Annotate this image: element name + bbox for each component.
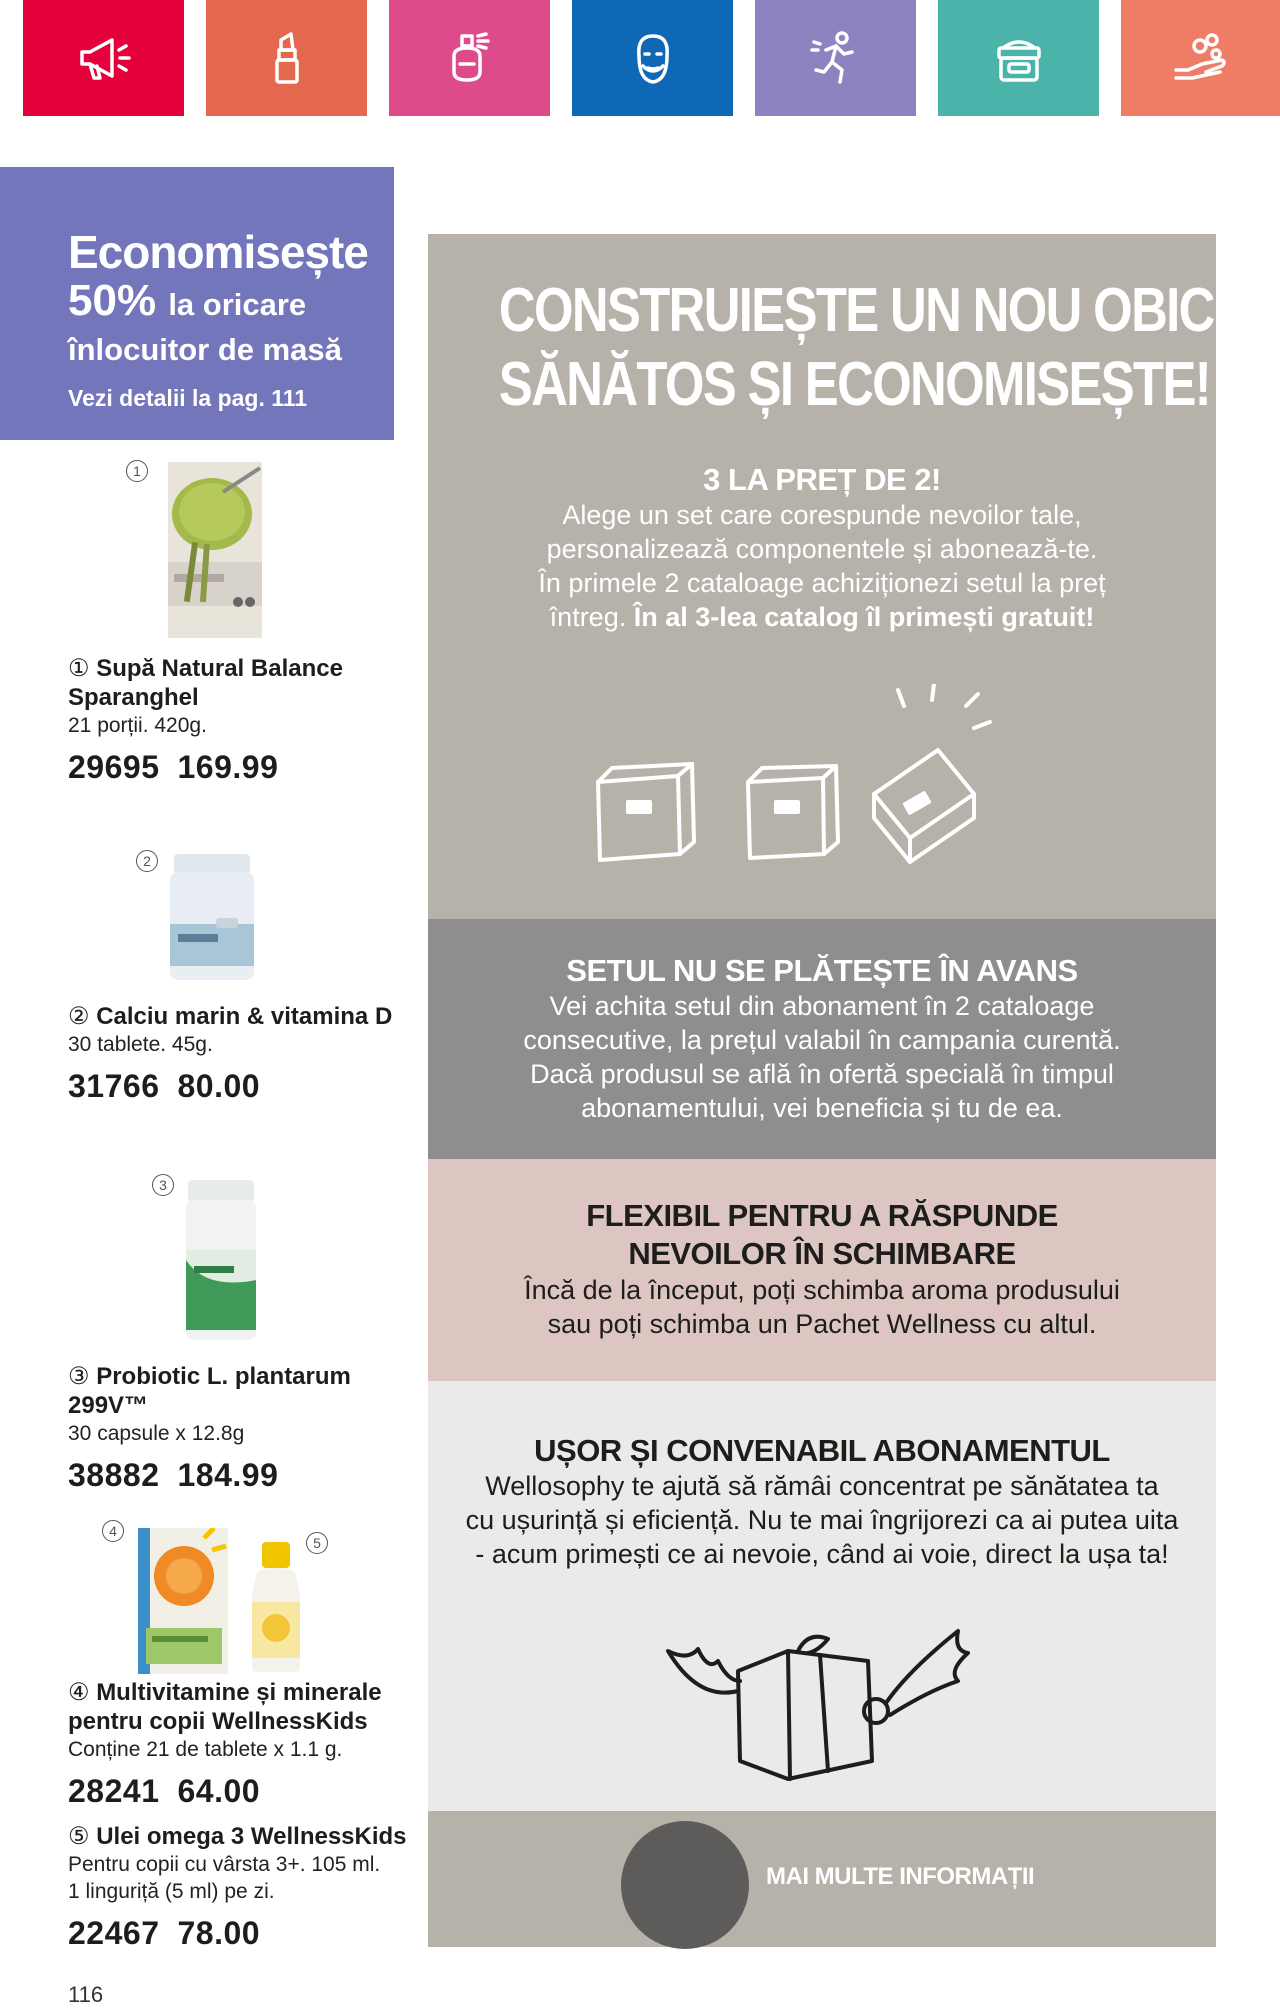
product-code: 38882: [68, 1457, 160, 1493]
product-code: 28241: [68, 1773, 160, 1809]
promo-title: Economisește: [68, 226, 368, 278]
body-line: Alege un set care corespunde nevoilor tale,: [562, 500, 1082, 530]
product-price-value: 169.99: [177, 749, 279, 785]
cream-jar-icon: [987, 26, 1051, 90]
product-price-value: 184.99: [177, 1457, 279, 1493]
body-line: cu ușurință și eficiență. Nu te mai îngrijorezi ca ai putea uita: [465, 1505, 1179, 1535]
product-price: [68, 1773, 418, 1810]
promo-percent: 50%: [68, 276, 157, 325]
promo-banner[interactable]: [0, 167, 394, 440]
tab-fragrance[interactable]: [389, 0, 550, 116]
three-for-two-title: 3 LA PREȚ DE 2!: [703, 462, 941, 497]
product-marker-5: 5: [306, 1532, 328, 1554]
product-image-probiotic[interactable]: [186, 1180, 256, 1340]
title-line: NEVOILOR ÎN SCHIMBARE: [628, 1236, 1016, 1271]
product-marker-4: 4: [102, 1520, 124, 1542]
product-description: 21 porții. 420g.: [68, 714, 207, 737]
body-line: [428, 600, 1216, 634]
easy-subscription-body: [428, 1469, 1216, 1571]
subscription-intro-panel: [428, 234, 1259, 919]
product-marker-glyph: ⑤: [68, 1823, 90, 1850]
body-line: personalizează componentele și abonează-te.: [546, 534, 1098, 564]
promo-subtitle: înlocuitor de masă: [68, 332, 342, 367]
page-number: 116: [68, 1982, 104, 2007]
body-line: - acum primești ce ai nevoie, când ai voie, direct la ușa ta!: [475, 1539, 1169, 1569]
headline-line-1: CONSTRUIEȘTE UN NOU OBICEI: [498, 276, 1259, 345]
promo-details-link[interactable]: Vezi detalii la pag. 111: [68, 385, 308, 411]
tab-makeup[interactable]: [206, 0, 367, 116]
headline-line-2: SĂNĂTOS ȘI ECONOMISEȘTE!: [498, 350, 1211, 419]
product-2: [68, 1002, 418, 1105]
product-marker-2: 2: [136, 850, 158, 872]
running-man-icon: [804, 26, 868, 90]
megaphone-icon: [72, 26, 136, 90]
product-name-text: Multivitamine și minerale pentru copii WellnessKids: [68, 1679, 382, 1735]
product-name[interactable]: [68, 1822, 418, 1851]
winged-box-icon: [658, 1611, 978, 1801]
product-description: Pentru copii cu vârsta 3+. 105 ml.: [68, 1853, 381, 1876]
product-marker-glyph: ④: [68, 1679, 90, 1706]
body-line: consecutive, la prețul valabil în campania curentă.: [523, 1025, 1121, 1055]
product-price: [68, 1457, 418, 1494]
product-image-calcium[interactable]: [170, 854, 254, 980]
product-description: 30 tablete. 45g.: [68, 1033, 213, 1056]
easy-subscription-panel: [428, 1381, 1216, 1811]
product-4: [68, 1678, 418, 1810]
category-tabs: [23, 0, 1280, 116]
tab-skincare[interactable]: [938, 0, 1099, 116]
three-for-two-body: [428, 498, 1216, 634]
body-line: Wellosophy te ajută să rămâi concentrat pe sănătatea ta: [485, 1471, 1159, 1501]
flexible-body: [428, 1273, 1216, 1341]
body-line: În primele 2 cataloage achiziționezi setul la preț: [538, 568, 1106, 598]
tab-announcements[interactable]: [23, 0, 184, 116]
product-name[interactable]: [68, 654, 418, 712]
product-marker-glyph: ②: [68, 1003, 90, 1030]
product-code: 31766: [68, 1068, 160, 1104]
product-description: Conține 21 de tablete x 1.1 g.: [68, 1738, 343, 1761]
product-marker-glyph: ①: [68, 655, 90, 682]
product-image-omega3[interactable]: [246, 1542, 306, 1672]
tab-men[interactable]: [572, 0, 733, 116]
promo-discount: [68, 277, 394, 329]
product-price-value: 80.00: [177, 1068, 261, 1104]
product-name-text: Probiotic L. plantarum 299V™: [68, 1363, 351, 1419]
product-name-text: Supă Natural Balance Sparanghel: [68, 655, 343, 711]
product-3: [68, 1362, 418, 1494]
body-line: Încă de la început, poți schimba aroma produsului: [524, 1275, 1120, 1305]
body-line-emphasis: În al 3-lea catalog îl primești gratuit!: [633, 602, 1095, 632]
product-price: [68, 1915, 418, 1952]
man-face-icon: [621, 26, 685, 90]
more-info-label[interactable]: MAI MULTE INFORMAȚII: [766, 1863, 1035, 1890]
body-line-start: întreg.: [549, 602, 634, 632]
no-advance-body: [428, 989, 1216, 1125]
tab-wellness[interactable]: [755, 0, 916, 116]
more-info-panel: [428, 1811, 1216, 1947]
product-code: 22467: [68, 1915, 160, 1951]
flexible-panel: [428, 1159, 1216, 1381]
product-price: [68, 749, 418, 786]
product-image-soup[interactable]: [168, 462, 262, 638]
more-info-button[interactable]: [621, 1821, 749, 1949]
product-description: 30 capsule x 12.8g: [68, 1422, 245, 1445]
promo-suffix: la oricare: [168, 287, 307, 322]
body-line: abonamentului, vei beneficia și tu de ea.: [581, 1093, 1063, 1123]
product-name[interactable]: [68, 1678, 418, 1736]
three-boxes-illustration: [578, 684, 998, 884]
lipstick-icon: [255, 26, 319, 90]
hand-soap-icon: [1170, 26, 1234, 90]
product-marker-3: 3: [152, 1174, 174, 1196]
product-marker-1: 1: [126, 460, 148, 482]
tab-bath[interactable]: [1121, 0, 1280, 116]
product-5: [68, 1822, 418, 1952]
body-line: Dacă produsul se află în ofertă specială în timpul: [530, 1059, 1114, 1089]
product-price-value: 78.00: [177, 1915, 261, 1951]
flexible-title: [428, 1197, 1216, 1273]
product-price-value: 64.00: [177, 1773, 261, 1809]
product-name[interactable]: [68, 1002, 418, 1031]
body-line: Vei achita setul din abonament în 2 cataloage: [549, 991, 1095, 1021]
product-image-multivitamin[interactable]: [138, 1528, 228, 1674]
product-1: [68, 654, 418, 786]
easy-subscription-title: UȘOR ȘI CONVENABIL ABONAMENTUL: [534, 1433, 1110, 1468]
perfume-icon: [438, 26, 502, 90]
title-line: FLEXIBIL PENTRU A RĂSPUNDE: [586, 1198, 1058, 1233]
product-name-text: Ulei omega 3 WellnessKids: [96, 1823, 407, 1850]
no-advance-payment-panel: [428, 919, 1216, 1159]
no-advance-title: SETUL NU SE PLĂTEȘTE ÎN AVANS: [566, 953, 1078, 988]
body-line: sau poți schimba un Pachet Wellness cu altul.: [547, 1309, 1097, 1339]
product-marker-glyph: ③: [68, 1363, 90, 1390]
product-dosage: 1 linguriță (5 ml) pe zi.: [68, 1880, 275, 1903]
product-price: [68, 1068, 418, 1105]
product-code: 29695: [68, 749, 160, 785]
product-name-text: Calciu marin & vitamina D: [96, 1003, 393, 1030]
product-name[interactable]: [68, 1362, 418, 1420]
